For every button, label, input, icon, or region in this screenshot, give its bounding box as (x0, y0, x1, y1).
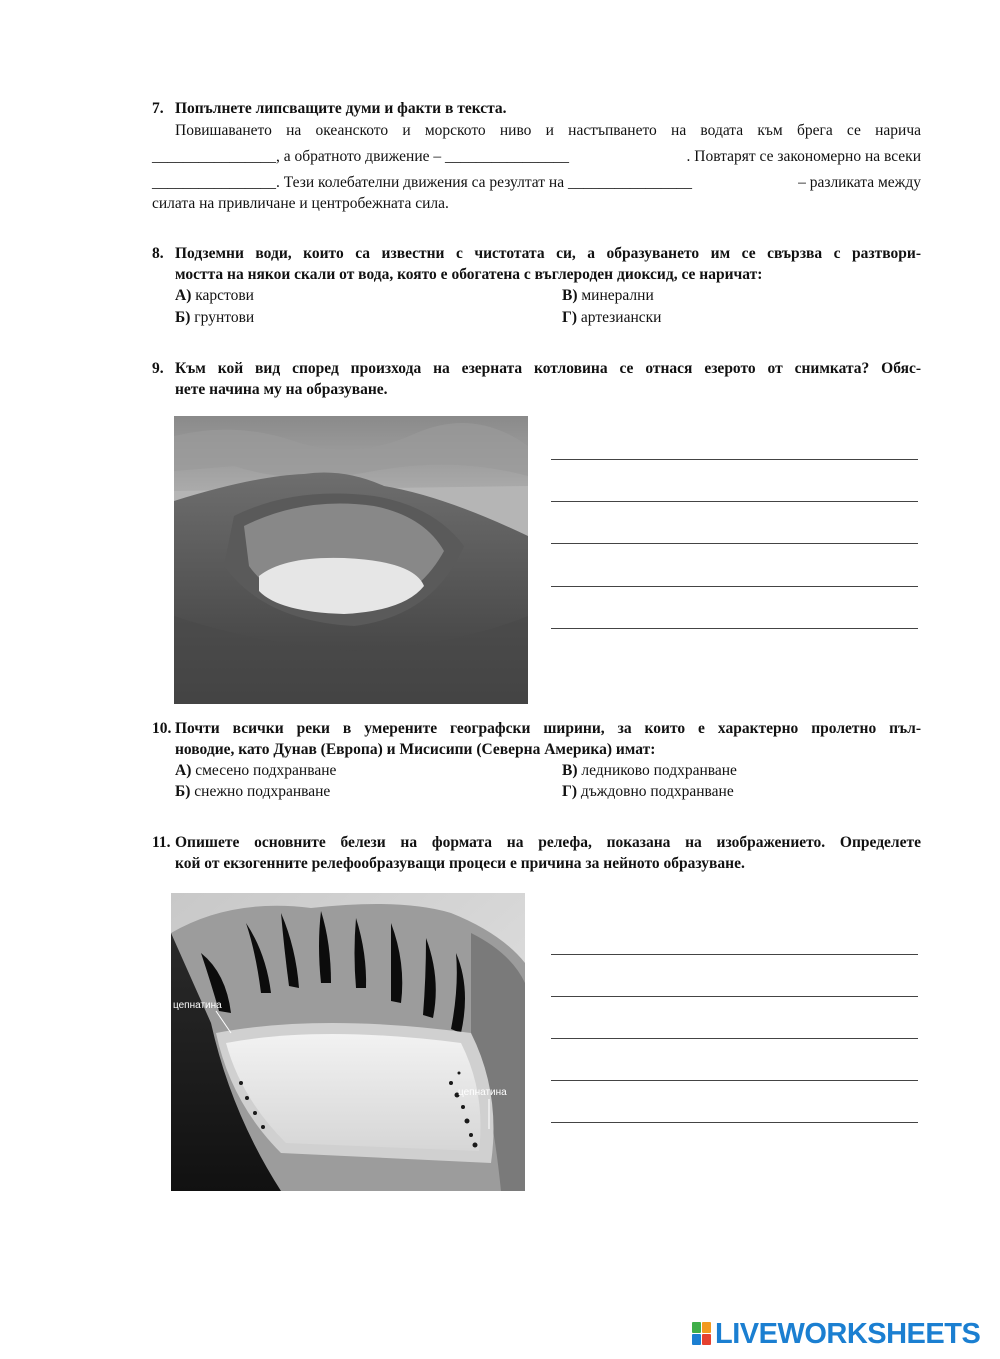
q11-answer-line-2[interactable] (551, 996, 918, 997)
q7-blank-2[interactable]: ________________ (445, 148, 570, 165)
crater-lake-photo (174, 416, 528, 704)
q8-option-d[interactable]: Г) артезиански (562, 309, 662, 326)
q10-option-c[interactable]: В) ледниково подхранване (562, 762, 737, 779)
q7-text-2d: . Повтарят се закономерно на всеки (686, 148, 921, 165)
logo-text: LIVEWORKSHEETS (715, 1317, 981, 1350)
q9-answer-line-5[interactable] (551, 628, 918, 629)
q9-answer-line-3[interactable] (551, 543, 918, 544)
q10-option-b[interactable]: Б) снежно подхранване (175, 783, 331, 800)
q7-text-3b: . Тези колебателни движения са резултат на (276, 174, 565, 191)
q7-text-line4: силата на привличане и центробежната сила. (152, 195, 449, 212)
live-badge-icon (692, 1322, 712, 1346)
q11-title-line1: Опишете основните белези на формата на релефа, показана на изображението. Определете (175, 834, 921, 851)
q7-text-line1: Повишаването на океанското и морското ниво и настъпването на водата към брега се нарича (175, 122, 921, 139)
q8-title-line2: мостта на някои скали от вода, която е обогатена с въглероден диоксид, се наричат: (175, 266, 763, 283)
q8-option-b[interactable]: Б) грунтови (175, 309, 255, 326)
q7-number: 7. (152, 100, 164, 117)
q7-title: Попълнете липсващите думи и факти в текста. (175, 100, 507, 117)
q7-text-3d: – разликата между (798, 174, 921, 191)
q11-number: 11. (152, 834, 171, 851)
q10-title-line1: Почти всички реки в умерените географски ширини, за които е характерно пролетно пъл- (175, 720, 921, 737)
q8-option-a[interactable]: А) карстови (175, 287, 254, 304)
q9-number: 9. (152, 360, 164, 377)
label-left-crevasse: цепнатина (173, 1000, 222, 1011)
liveworksheets-logo (692, 1316, 992, 1352)
q9-title-line1: Към кой вид според произхода на езерната котловина се отнася езерото от снимката? Обяс- (175, 360, 921, 377)
q9-answer-line-2[interactable] (551, 501, 918, 502)
q11-answer-line-4[interactable] (551, 1080, 918, 1081)
q7-blank-3[interactable]: ________________ (152, 174, 276, 191)
q8-title-line1: Подземни води, които са известни с чистотата си, а образуването им се свързва с разтвори- (175, 245, 921, 262)
q9-title-line2: нете начина му на образуване. (175, 381, 388, 398)
label-right-crevasse: цепнатина (458, 1087, 507, 1098)
q10-title-line2: новодие, като Дунав (Европа) и Мисисипи (Северна Америка) имат: (175, 741, 656, 758)
q11-answer-line-1[interactable] (551, 954, 918, 955)
q8-number: 8. (152, 245, 164, 262)
q7-blank-4[interactable]: ________________ (567, 174, 692, 191)
q11-answer-line-3[interactable] (551, 1038, 918, 1039)
q7-text-2b: , а обратното движение – (276, 148, 442, 165)
q9-answer-line-1[interactable] (551, 459, 918, 460)
q7-text-line2 (152, 148, 921, 166)
q9-answer-line-4[interactable] (551, 586, 918, 587)
q10-option-d[interactable]: Г) дъждовно подхранване (562, 783, 734, 800)
q10-number: 10. (152, 720, 172, 737)
q10-option-a[interactable]: А) смесено подхранване (175, 762, 337, 779)
q8-option-c[interactable]: В) минерални (562, 287, 654, 304)
q7-blank-1[interactable]: ________________ (152, 148, 276, 165)
q11-title-line2: кой от екзогенните релефообразуващи процеси е причина за нейното образуване. (175, 855, 745, 872)
q7-text-line3 (152, 174, 921, 192)
q11-answer-line-5[interactable] (551, 1122, 918, 1123)
glacier-cirque-illustration (171, 893, 525, 1191)
